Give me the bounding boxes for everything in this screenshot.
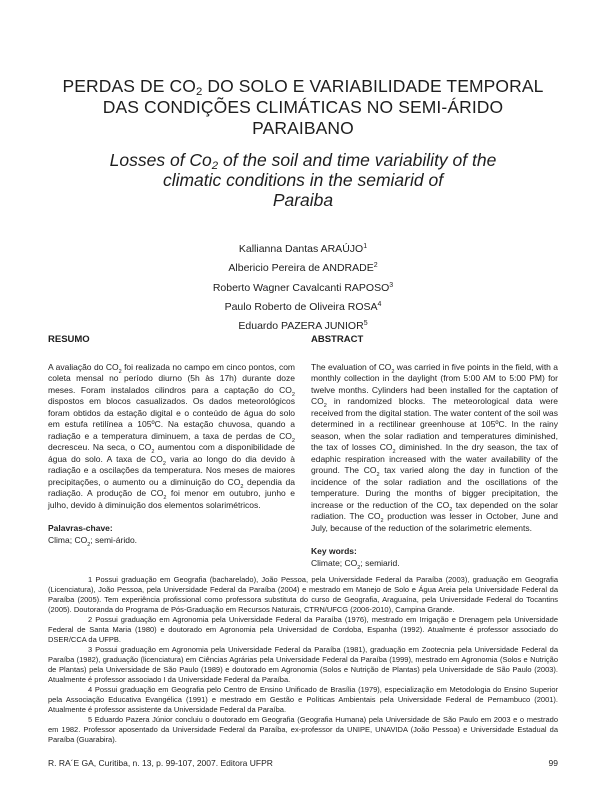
title-line-1 xyxy=(40,76,566,97)
title-line-2: DAS CONDIÇÕES CLIMÁTICAS NO SEMI-ÁRIDO xyxy=(102,97,504,117)
footnotes xyxy=(48,575,558,745)
abstract-heading: ABSTRACT xyxy=(311,334,364,345)
subscript: 2 xyxy=(195,86,203,98)
title-en-line-1 xyxy=(40,150,566,170)
author xyxy=(0,240,606,259)
footnote-mark: 1 xyxy=(363,243,368,250)
author-name: Eduardo PAZERA JUNIOR xyxy=(238,320,364,333)
author-list xyxy=(0,240,606,336)
author xyxy=(0,298,606,317)
title-text: DO SOLO E VARIABILIDADE TEMPORAL xyxy=(202,76,544,96)
footnote: 1 Possui graduação em Geografia (bacharelado), João Pessoa, pela Universidade Federal da Paraíba (2003), graduação em Geografia (Licenciatura), João Pessoa, pela Universidade Federal da Paraíba (2004) e mestrado em Manejo de Solo e Água Areia pela Universidade Federal da Paraíba (2005). Tem experiência profissional como professora substituta do curso de Geografia, Araguaína, pela Universidade Federal do Tocantins (2005). Doutoranda do Programa de Pós-Graduação em Recursos Naturais, CTRN/UFCG (2006-2010), Campina Grande. xyxy=(48,575,558,614)
footnote-mark: 2 xyxy=(373,262,378,270)
subscript: 2 xyxy=(211,160,219,172)
title-en-line-3: Paraiba xyxy=(272,190,334,210)
footnote: 3 Possui graduação em Agronomia pela Universidade Federal da Paraíba (1981), graduação em Zootecnia pela Universidade Federal da Paraíba (1982), graduação (licenciatura) em Ciências Agrárias pela Universidade Federal da Paraíba (1999), mestrado em Agronomia (Solos e Nutrição de Plantas) pela Universidade de São Paulo (1989) e doutorado em Agronomia (Solos e Nutrição de Plantas) pela Universidade de São Paulo (2003). Atualmente é professor associado I da Universidade Federal da Paraíba. xyxy=(48,645,558,684)
article-title xyxy=(40,76,566,139)
keywords-label: Palavras-chave: xyxy=(48,523,113,533)
resumo-heading: RESUMO xyxy=(48,334,90,345)
author-name: Roberto Wagner Cavalcanti RAPOSO xyxy=(212,281,390,294)
footnote-mark: 4 xyxy=(377,300,382,308)
footnote-mark: 5 xyxy=(363,320,368,328)
footnote: 4 Possui graduação em Geografia pelo Centro de Ensino Unificado de Brasília (1979), especialização em Metodologia do Ensino Superior pela Associação Educativa Evangélica (1991) e mestrado em Gestão e Políticas Ambientais pela Universidade Federal de Pernambuco (2001). Atualmente é professor assistente da Universidade Federal da Paraíba. xyxy=(48,685,558,714)
author-name: Kallianna Dantas ARAÚJO xyxy=(238,243,364,255)
keywords: Clima; $CO_2$; semi-árido. xyxy=(48,534,138,548)
footnote-mark: 3 xyxy=(389,281,394,289)
author xyxy=(0,279,606,298)
keywords-label: Key words: xyxy=(311,546,357,556)
abstract-section xyxy=(311,334,558,569)
author-name: Paulo Roberto de Oliveira ROSA xyxy=(224,300,378,313)
page-number: 99 xyxy=(548,758,558,768)
keywords: Climate; $CO_2$; semiarid. xyxy=(311,557,400,571)
footnote: 2 Possui graduação em Agronomia pela Universidade Federal da Paraíba (1976), mestrado em Irrigação e Drenagem pela Universidade Federal de Santa Maria (1980) e doutorado em Agronomia pela Universidad de Cordoba, Espanha (1992). Atualmente é professor associado do DSER/CCA da UFPB. xyxy=(48,615,558,644)
journal-citation: R. RA´E GA, Curitiba, n. 13, p. 99-107, 2007. Editora UFPR xyxy=(48,758,273,768)
title-text: PERDAS DE CO xyxy=(62,76,196,96)
article-title-english xyxy=(40,150,566,210)
title-text: of the soil and time variability of the xyxy=(218,150,497,170)
footnote: 5 Eduardo Pazera Júnior concluiu o doutorado em Geografia (Geografia Humana) pela Universidade de São Paulo em 2003 e o mestrado em 1982. Professor aposentado da Universidade Federal da Paraíba, ex-professor da UNIPE, UNAVIDA (João Pessoa) e Universidade Estadual da Paraíba (Guarabira). xyxy=(48,715,558,744)
abstract-body: The evaluation of $CO_2$ was carried in five points in the field, with a monthly collection in the daylight (from 5:00 AM to 5:00 PM) for twelve months. Cylinders had been installed for the captation of $CO_2$ in randomized blocks. The meteorological data were received from the digital station. The water content of the soil was determined in a rectilinear greenhouse at 105ºC. In the rainy season, when the solar radiation and temperatures diminished, the tax of losses $CO_2$ diminished. In the dry season, the tax of edaphic respiration increased with the water availability of the ground. The $CO_2$ tax varied along the day in function of the incidence of the solar radiation and the oscillations of the temperature. During the months of bigger precipitation, the increase or the reduction of the $CO_2$ tax depended on the solar radiation. The $CO_2$ production was lesser in October, June and July, because of the reduction of the solarimetric elements. xyxy=(311,361,559,533)
author-name: Albericio Pereira de ANDRADE xyxy=(228,262,374,275)
title-en-line-2: climatic conditions in the semiarid of xyxy=(162,170,444,190)
title-text: Losses of Co xyxy=(109,150,212,170)
resumo-body: A avaliação do $CO_2$ foi realizada no campo em cinco pontos, com coleta mensal no período diurno (5h às 17h) durante doze meses. Foram instalados cilindros para a captação do $CO_2$ dispostos em blocos casualizados. Os dados meteorológicos foram obtidos da estação digital e o conteúdo de água do solo em estufa retilínea a 105ºC. Na estação chuvosa, quando a radiação e a temperatura diminuem, a taxa de perdas de $CO_2$ decresceu. Na seca, o $CO_2$ aumentou com a disponibilidade de água do solo. A taxa de $CO_2$ varia ao longo do dia devido à radiação e a oscilações da temperatura. Nos meses de maiores precipitações, o aumento ou a diminuição do $CO_2$ dependia da radiação. A produção de $CO_2$ foi menor em outubro, junho e julho, devido à diminuição dos elementos solarimétricos. xyxy=(48,361,296,510)
resumo-section xyxy=(48,334,295,546)
author xyxy=(0,259,606,278)
title-line-3: PARAIBANO xyxy=(252,118,354,138)
page-footer xyxy=(48,758,558,768)
